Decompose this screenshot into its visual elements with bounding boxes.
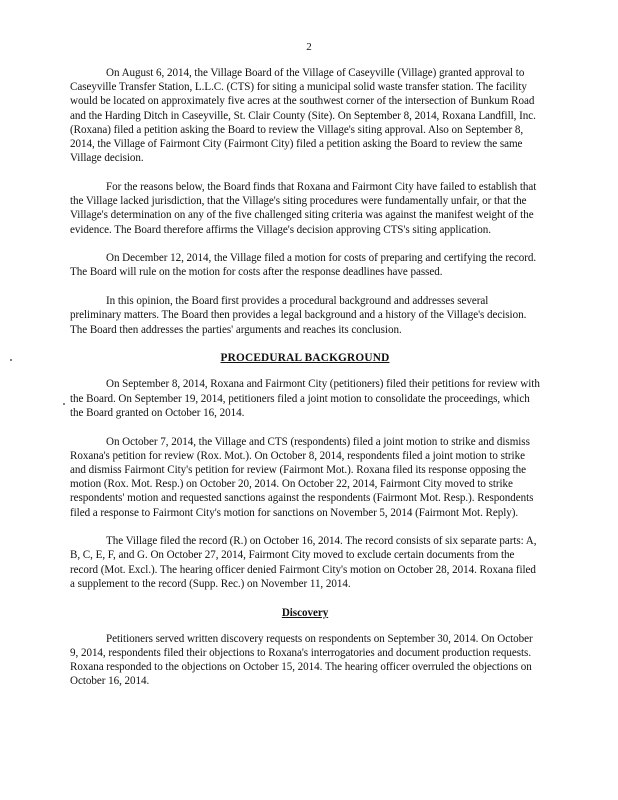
- paragraph-intro-2: For the reasons below, the Board finds that Roxana and Fairmont City have failed to establish that the Village lacked jurisdiction, that the Village's siting procedures were fundamentally unfair, or that the Village's determination on any of the five challenged siting criteria was against the manifest weight of the evidence. The Board therefore affirms the Village's decision approving CTS's siting application.: [70, 180, 537, 236]
- paragraph-procedural-2: On October 7, 2014, the Village and CTS (respondents) filed a joint motion to strike and dismiss Roxana's petition for review (Rox. Mot.). On October 8, 2014, respondents filed a joint motion to strike and dismiss Fairmont City's petition for review (Fairmont Mot.). Roxana filed its response opposing the motion (Rox. Mot. Resp.) on October 20, 2014. On October 22, 2014, Fairmont City moved to strike respondents' motion and requested sanctions against the respondents (Fairmont Mot. Resp.). Respondents filed a response to Fairmont City's motion for sanctions on November 5, 2014 (Fairmont Mot. Reply).: [70, 435, 534, 519]
- page-number: 2: [306, 41, 312, 53]
- margin-mark: [10, 359, 12, 361]
- paragraph-intro-3: On December 12, 2014, the Village filed a motion for costs of preparing and certifying the record. The Board will rule on the motion for costs after the response deadlines have passed.: [70, 252, 537, 279]
- paragraph-intro-1: On August 6, 2014, the Village Board of the Village of Caseyville (Village) granted approval to Caseyville Transfer Station, L.L.C. (CTS) for siting a municipal solid waste transfer station. The facility would be located on approximately five acres at the southwest corner of the intersection of Bunkum Road and the Harding Ditch in Caseyville, St. Clair County (Site). On September 8, 2014, Roxana Landfill, Inc. (Roxana) filed a petition asking the Board to review the Village's siting approval. Also on September 8, 2014, the Village of Fairmont City (Fairmont City) filed a petition asking the Board to review the same Village decision.: [70, 67, 536, 165]
- paragraph-discovery-1: Petitioners served written discovery requests on respondents on September 30, 2014. On October 9, 2014, respondents filed their objections to Roxana's interrogatories and document production requests. Roxana responded to the objections on October 15, 2014. The hearing officer overruled the objections on October 16, 2014.: [70, 632, 533, 688]
- margin-mark: [63, 403, 65, 405]
- discovery-heading: Discovery: [281, 606, 329, 619]
- paragraph-intro-4: In this opinion, the Board first provides a procedural background and addresses several preliminary matters. The Board then provides a legal background and a history of the Village's decision. The Board then addresses the parties' arguments and reaches its conclusion.: [70, 295, 527, 336]
- document-body: [70, 66, 540, 703]
- paragraph-procedural-3: The Village filed the record (R.) on October 16, 2014. The record consists of six separate parts: A, B, C, E, F, and G. On October 27, 2014, Fairmont City moved to exclude certain documents from the record (Mot. Excl.). The hearing officer denied Fairmont City's motion on October 28, 2014. Roxana filed a supplement to the record (Supp. Rec.) on November 11, 2014.: [70, 535, 537, 590]
- procedural-background-heading: PROCEDURAL BACKGROUND: [220, 352, 390, 365]
- paragraph-procedural-1: On September 8, 2014, Roxana and Fairmont City (petitioners) filed their petitions for review with the Board. On September 19, 2014, petitioners filed a joint motion to consolidate the proceedings, which the Board granted on October 16, 2014.: [70, 378, 540, 419]
